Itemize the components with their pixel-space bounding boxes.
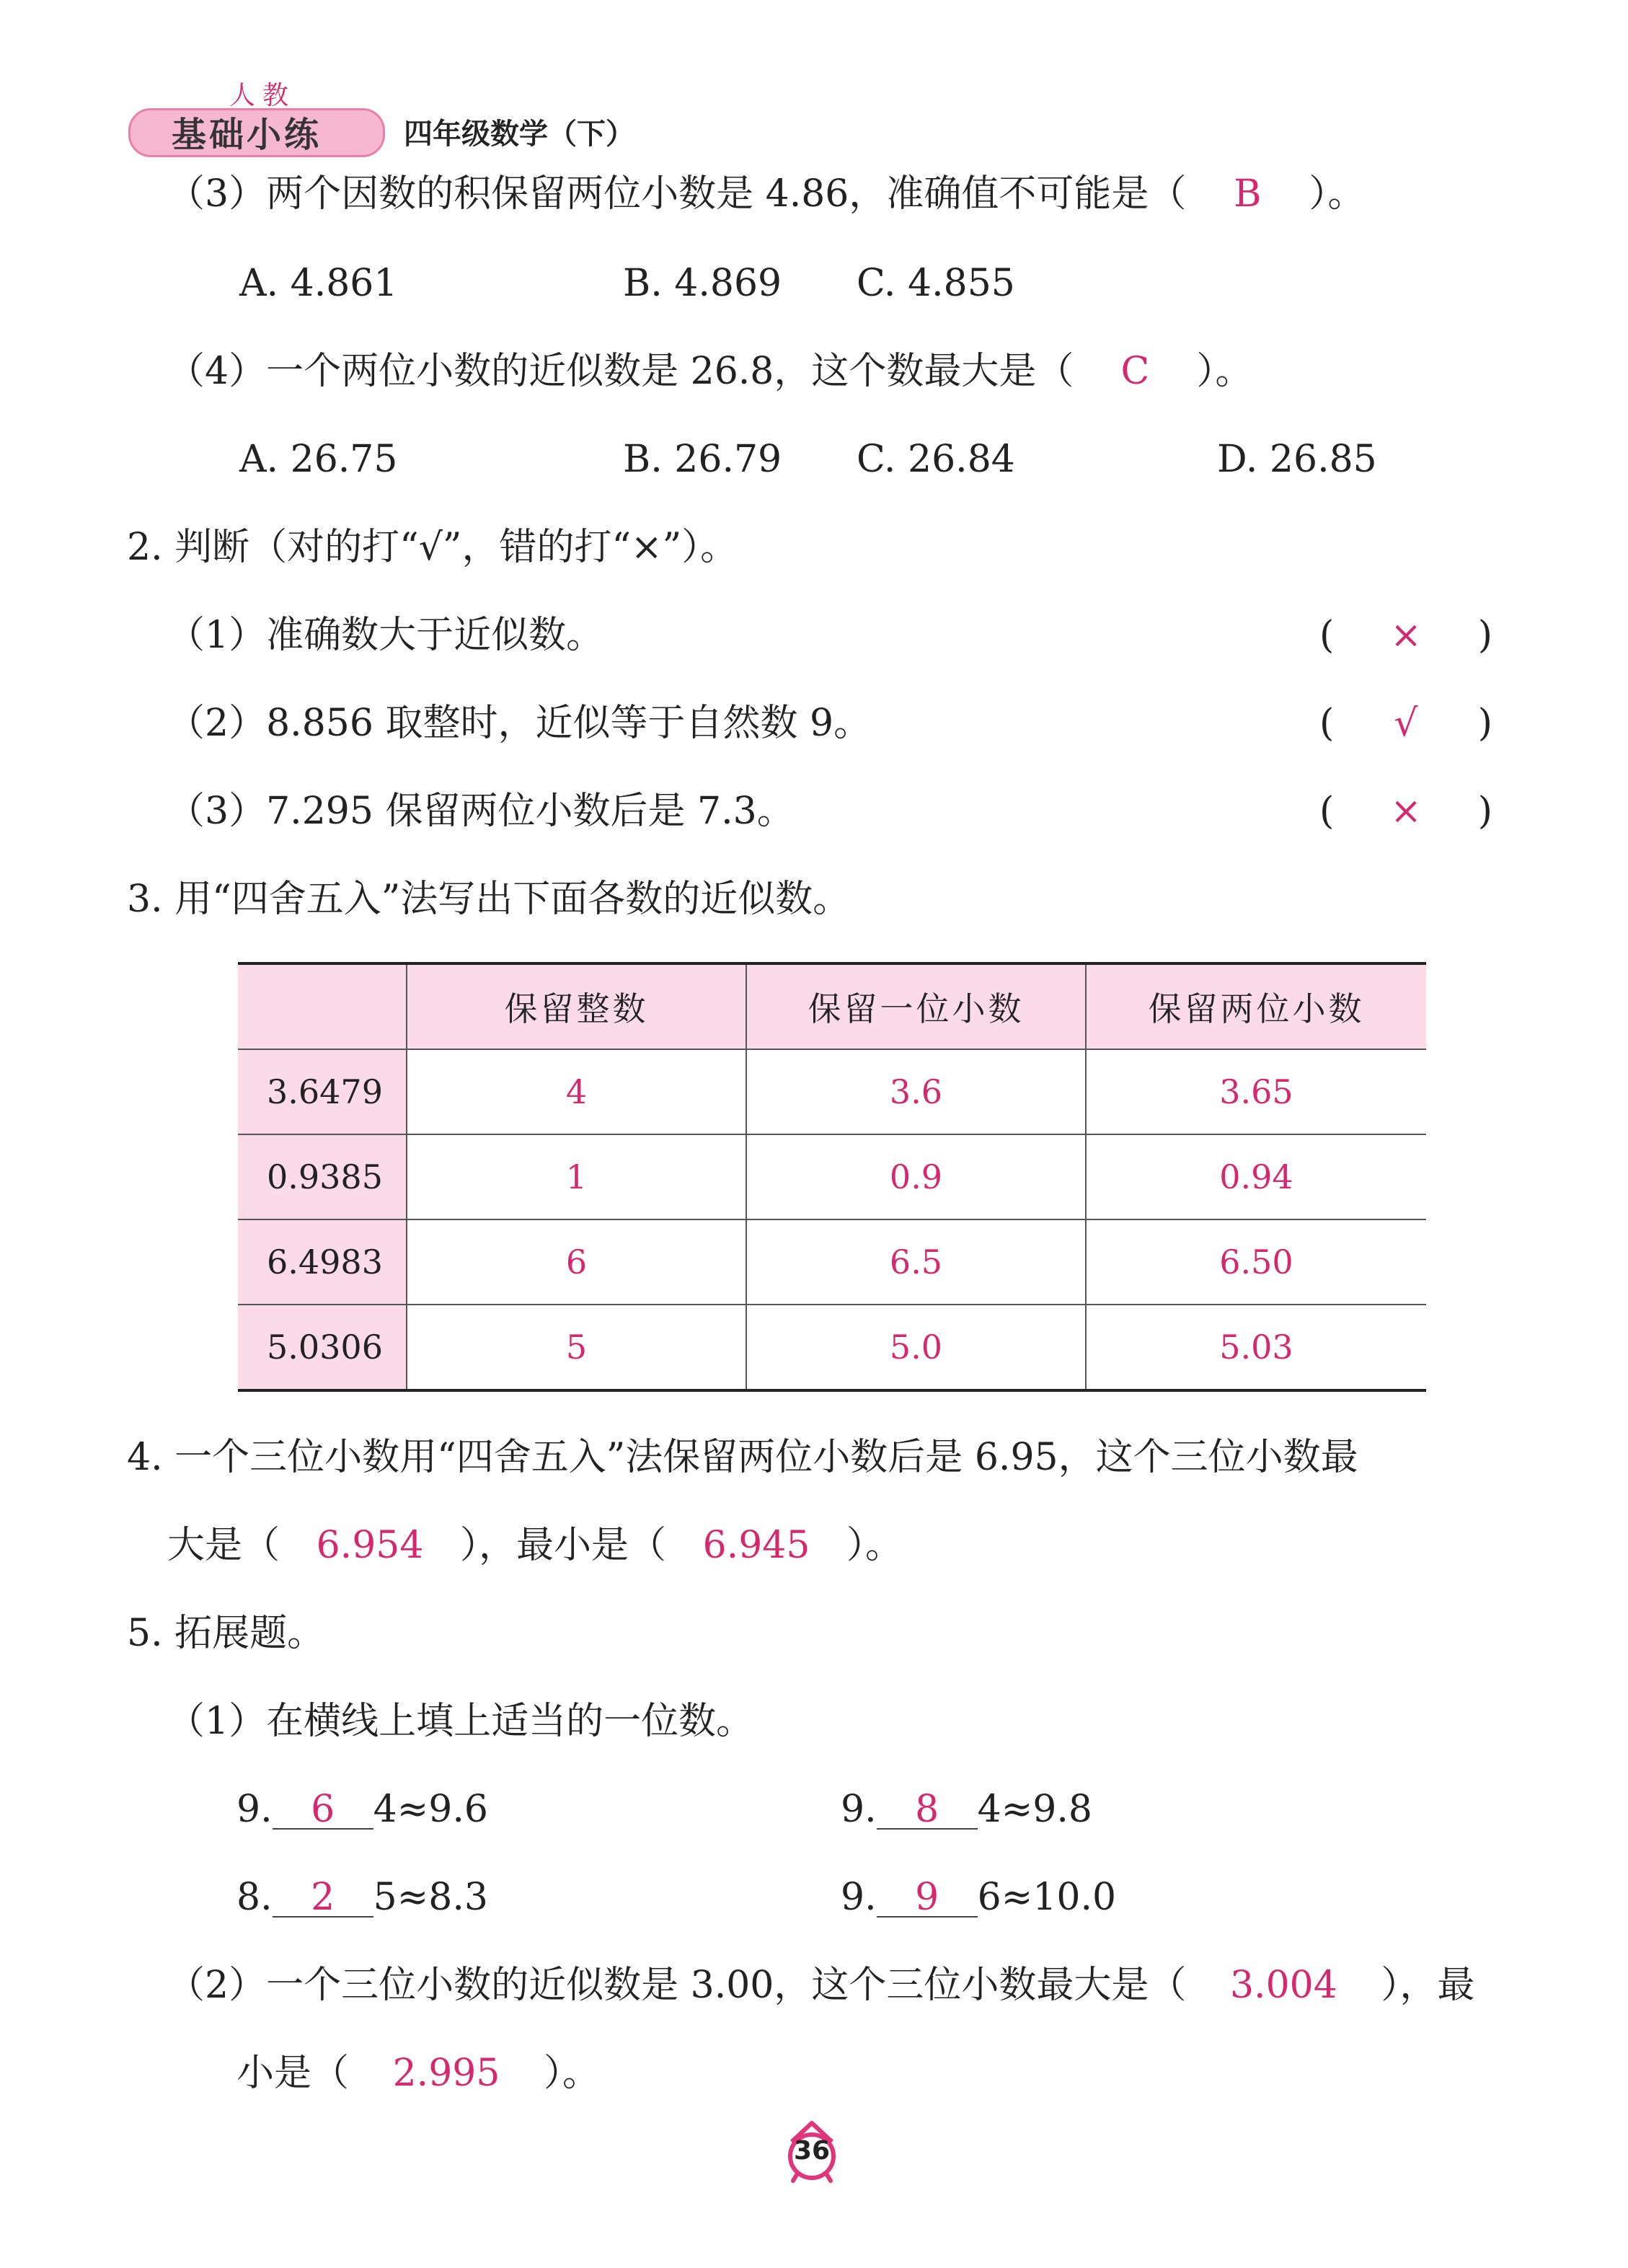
q5-2-min-answer: 2.995 <box>392 2052 500 2095</box>
table-cell: 6 <box>407 1219 746 1305</box>
q1-3-stem-end: ）。 <box>1309 172 1366 216</box>
table-cell: 5.0 <box>746 1305 1086 1390</box>
blank-suffix: 5≈8.3 <box>373 1876 488 1919</box>
table-cell: 1 <box>407 1134 746 1219</box>
q2-item-2-mark: √ <box>1394 702 1418 745</box>
rounding-table <box>238 962 1426 1392</box>
q4-max-answer: 6.954 <box>316 1524 424 1567</box>
blank-answer: 6 <box>273 1791 373 1830</box>
q5-blank-4 <box>841 1875 1116 1920</box>
q5-2-stem: （2）一个三位小数的近似数是 3.00，这个三位小数最大是（ <box>167 1964 1187 2007</box>
table-row-number: 5.0306 <box>238 1305 407 1390</box>
q2-item-2-text: （2）8.856 取整时，近似等于自然数 9。 <box>167 702 872 745</box>
q5-2-pre: 小是（ <box>236 2052 350 2095</box>
q2-item-3-text: （3）7.295 保留两位小数后是 7.3。 <box>167 790 795 833</box>
q1-4-stem-text: （4）一个两位小数的近似数是 26.8，这个数最大是（ <box>167 350 1074 393</box>
q4-min-answer: 6.945 <box>702 1524 810 1567</box>
table-row <box>238 1305 1426 1390</box>
table-cell: 0.94 <box>1086 1134 1426 1219</box>
blank-prefix: 9. <box>841 1876 877 1919</box>
q4-mid: ），最小是（ <box>460 1524 667 1567</box>
q1-3-stem-text: （3）两个因数的积保留两位小数是 4.86，准确值不可能是（ <box>167 172 1187 216</box>
q1-4-answer: C <box>1120 350 1150 393</box>
q4-pre: 大是（ <box>167 1524 280 1567</box>
q4-line-2 <box>167 1523 903 1568</box>
q1-4-stem-end: ）。 <box>1196 350 1253 393</box>
q1-4-option-d: D. 26.85 <box>1217 438 1377 481</box>
table-cell: 3.6 <box>746 1049 1086 1134</box>
table-row <box>238 1219 1426 1305</box>
table-cell: 3.65 <box>1086 1049 1426 1134</box>
q5-blank-1 <box>236 1787 488 1832</box>
table-header-cell <box>238 963 407 1049</box>
q5-blank-2 <box>841 1787 1092 1832</box>
q1-3-option-c: C. 4.855 <box>857 262 1015 305</box>
q5-2-stem-end: ），最 <box>1381 1964 1475 2007</box>
q1-4-option-a: A. 26.75 <box>239 438 398 481</box>
blank-answer: 9 <box>877 1879 978 1918</box>
brand-title: 基础小练 <box>172 115 322 155</box>
q2-item-1-mark: × <box>1390 614 1422 657</box>
table-row-number: 0.9385 <box>238 1134 407 1219</box>
q1-4-option-c: C. 26.84 <box>857 438 1015 481</box>
table-cell: 6.50 <box>1086 1219 1426 1305</box>
q5-2-line-1 <box>167 1963 1474 2008</box>
table-row-number: 3.6479 <box>238 1049 407 1134</box>
q1-3-answer: B <box>1234 172 1262 216</box>
table-header-cell: 保留两位小数 <box>1086 963 1426 1049</box>
q5-1-title: （1）在横线上填上适当的一位数。 <box>167 1700 754 1743</box>
blank-prefix: 9. <box>841 1788 877 1831</box>
q4-post: ）。 <box>846 1524 903 1567</box>
page-number: 36 <box>793 2136 831 2166</box>
table-cell: 6.5 <box>746 1219 1086 1305</box>
blank-answer: 2 <box>273 1879 373 1918</box>
table-header-row <box>238 963 1426 1049</box>
q5-blank-3 <box>236 1875 488 1920</box>
table-cell: 5 <box>407 1305 746 1390</box>
grade-label: 四年级数学（下） <box>404 118 634 151</box>
q5-2-post: ）。 <box>544 2052 601 2095</box>
q2-item-3-bracket: ( ) × <box>1319 790 1492 833</box>
edition-label: 人教 <box>229 81 296 110</box>
q1-3-stem <box>167 172 1365 216</box>
table-cell: 5.03 <box>1086 1305 1426 1390</box>
q3-title: 3. 用“四舍五入”法写出下面各数的近似数。 <box>127 878 851 921</box>
q2-title: 2. 判断（对的打“√”，错的打“×”）。 <box>127 526 738 569</box>
q2-item-1-bracket: ( ) × <box>1319 614 1492 657</box>
blank-prefix: 9. <box>236 1788 273 1831</box>
q2-item-1-text: （1）准确数大于近似数。 <box>167 614 604 657</box>
blank-suffix: 4≈9.8 <box>977 1788 1092 1831</box>
table-cell: 0.9 <box>746 1134 1086 1219</box>
q2-item-2-bracket: ( ) √ <box>1319 702 1492 745</box>
blank-suffix: 6≈10.0 <box>977 1876 1117 1919</box>
q2-item-3-mark: × <box>1390 790 1422 833</box>
q1-4-stem <box>167 349 1252 394</box>
q4-line-1: 4. 一个三位小数用“四舍五入”法保留两位小数后是 6.95，这个三位小数最 <box>127 1436 1358 1479</box>
blank-suffix: 4≈9.6 <box>373 1788 488 1831</box>
q1-3-option-a: A. 4.861 <box>239 262 398 305</box>
q1-3-option-b: B. 4.869 <box>623 262 782 305</box>
blank-answer: 8 <box>877 1791 978 1830</box>
table-cell: 4 <box>407 1049 746 1134</box>
table-row <box>238 1049 1426 1134</box>
q1-4-option-b: B. 26.79 <box>623 438 782 481</box>
q5-2-line-2 <box>236 2051 600 2096</box>
blank-prefix: 8. <box>236 1876 273 1919</box>
table-header-cell: 保留一位小数 <box>746 963 1086 1049</box>
q5-2-max-answer: 3.004 <box>1229 1964 1337 2007</box>
table-row <box>238 1134 1426 1219</box>
table-header-cell: 保留整数 <box>407 963 746 1049</box>
table-row-number: 6.4983 <box>238 1219 407 1305</box>
q5-title: 5. 拓展题。 <box>127 1612 325 1655</box>
